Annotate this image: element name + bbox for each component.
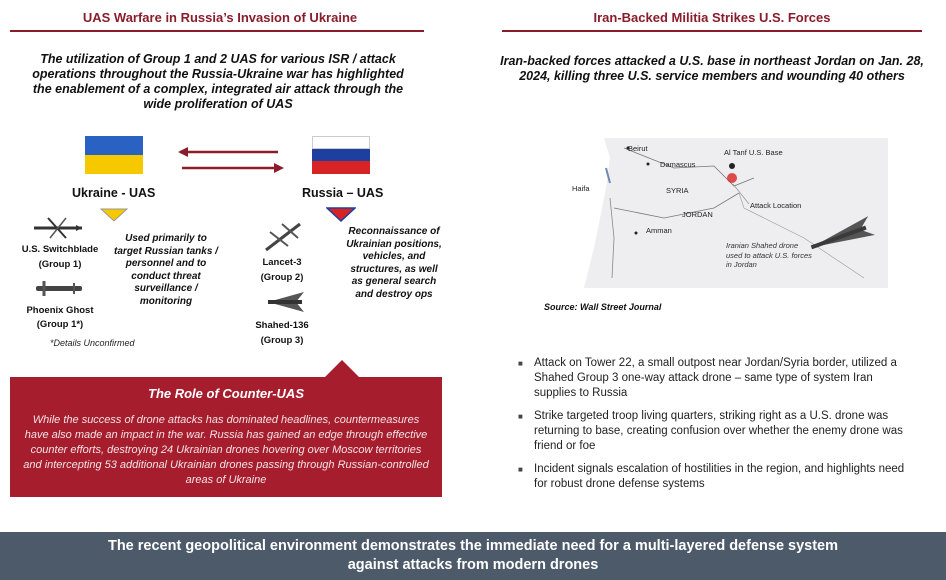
map-label-haifa: Haifa — [572, 184, 590, 193]
bullet-list — [518, 356, 918, 492]
shahed-136-drone-icon — [266, 288, 306, 316]
right-title-rule — [502, 30, 922, 32]
map-label-syria: SYRIA — [666, 186, 689, 195]
shahed-136-name: Shahed-136 — [255, 320, 309, 331]
middle-east-map — [564, 138, 888, 288]
map-label-jordan: JORDAN — [682, 210, 713, 219]
counter-uas-pointer — [324, 360, 360, 378]
footer-line-2: against attacks from modern drones — [347, 557, 599, 573]
left-title-rule — [10, 30, 424, 32]
bullet-item — [518, 356, 918, 401]
details-unconfirmed-note: *Details Unconfirmed — [50, 338, 135, 348]
bullet-marker-icon: ■ — [518, 465, 523, 474]
bullet-text: Incident signals escalation of hostilities in the region, and highlights need for robust drone defense systems — [534, 463, 905, 490]
left-intro-text: The utilization of Group 1 and 2 UAS for various ISR / attack operations throughout the Russia-Ukraine war has highlighted the enablement of a complex, integrated air attack through the wide proliferation of UAS — [32, 52, 404, 111]
russia-uas-description: Reconnaissance of Ukrainian positions, vehicles, and structures, as well as general search and destroy ops — [346, 226, 442, 300]
footer-banner — [0, 532, 946, 580]
footer-line-1: The recent geopolitical environment demonstrates the immediate need for a multi-layered defense system — [107, 538, 839, 554]
switchblade-group: (Group 1) — [38, 259, 82, 270]
map-label-al-tanf-base: Al Tanf U.S. Base — [724, 148, 783, 157]
russia-flag — [312, 136, 370, 174]
map-source: Source: Wall Street Journal — [544, 302, 662, 312]
ukraine-marker-icon — [100, 208, 128, 222]
right-section-title: Iran-Backed Militia Strikes U.S. Forces — [593, 10, 831, 25]
ukraine-uas-label: Ukraine - UAS — [72, 186, 156, 200]
map-label-amman: Amman — [646, 226, 672, 235]
bullet-text: Strike targeted troop living quarters, striking right as a U.S. drone was returning to base, creating confusion over whether the enemy drone was friend or foe — [534, 410, 903, 452]
bullet-text: Attack on Tower 22, a small outpost near Jordan/Syria border, utilized a Shahed Group 3 one-way attack drone – same type of system Iran supplies to Russia — [534, 357, 897, 399]
phoenix-ghost-drone-icon — [30, 278, 88, 298]
ukraine-uas-description: Used primarily to target Russian tanks / personnel and to conduct threat surveillance / monitoring — [114, 233, 218, 307]
russia-uas-label: Russia – UAS — [302, 186, 384, 200]
russia-marker-icon — [326, 207, 356, 222]
map-label-beirut: Beirut — [628, 144, 648, 153]
map-label-damascus: Damascus — [660, 160, 696, 169]
lancet-group: (Group 2) — [260, 272, 304, 283]
shahed-136-group: (Group 3) — [260, 335, 304, 346]
map-label-attack-location: Attack Location — [750, 201, 802, 210]
counter-uas-box — [10, 377, 442, 497]
bullet-marker-icon: ■ — [518, 412, 523, 421]
switchblade-drone-icon — [30, 214, 86, 240]
bullet-marker-icon: ■ — [518, 359, 523, 368]
counter-uas-body: While the success of drone attacks has dominated headlines, countermeasures have also made an impact in the war. Russia has gained an edge through effective counter efforts, destroying 24 Ukrainian drones hovering over Moscow territories and intercepting 53 additional Ukrainian drones passing through Russian-controlled areas of Ukraine — [23, 414, 429, 486]
bullet-item — [518, 462, 918, 492]
exchange-arrows-icon — [178, 146, 284, 176]
right-intro-text: Iran-backed forces attacked a U.S. base in northeast Jordan on Jan. 28, 2024, killing three U.S. service members and wounding 40 others — [500, 54, 924, 83]
counter-uas-title: The Role of Counter-UAS — [148, 386, 304, 401]
left-section-title: UAS Warfare in Russia’s Invasion of Ukraine — [82, 10, 358, 25]
lancet-name: Lancet-3 — [262, 257, 302, 268]
bullet-item — [518, 409, 918, 454]
lancet-drone-icon — [262, 220, 304, 254]
phoenix-ghost-name: Phoenix Ghost — [26, 305, 94, 316]
map-drone-caption: Iranian Shahed drone used to attack U.S. forces in Jordan — [726, 241, 812, 269]
ukraine-flag — [85, 136, 143, 174]
phoenix-ghost-group: (Group 1*) — [36, 319, 84, 330]
switchblade-name: U.S. Switchblade — [21, 244, 99, 255]
